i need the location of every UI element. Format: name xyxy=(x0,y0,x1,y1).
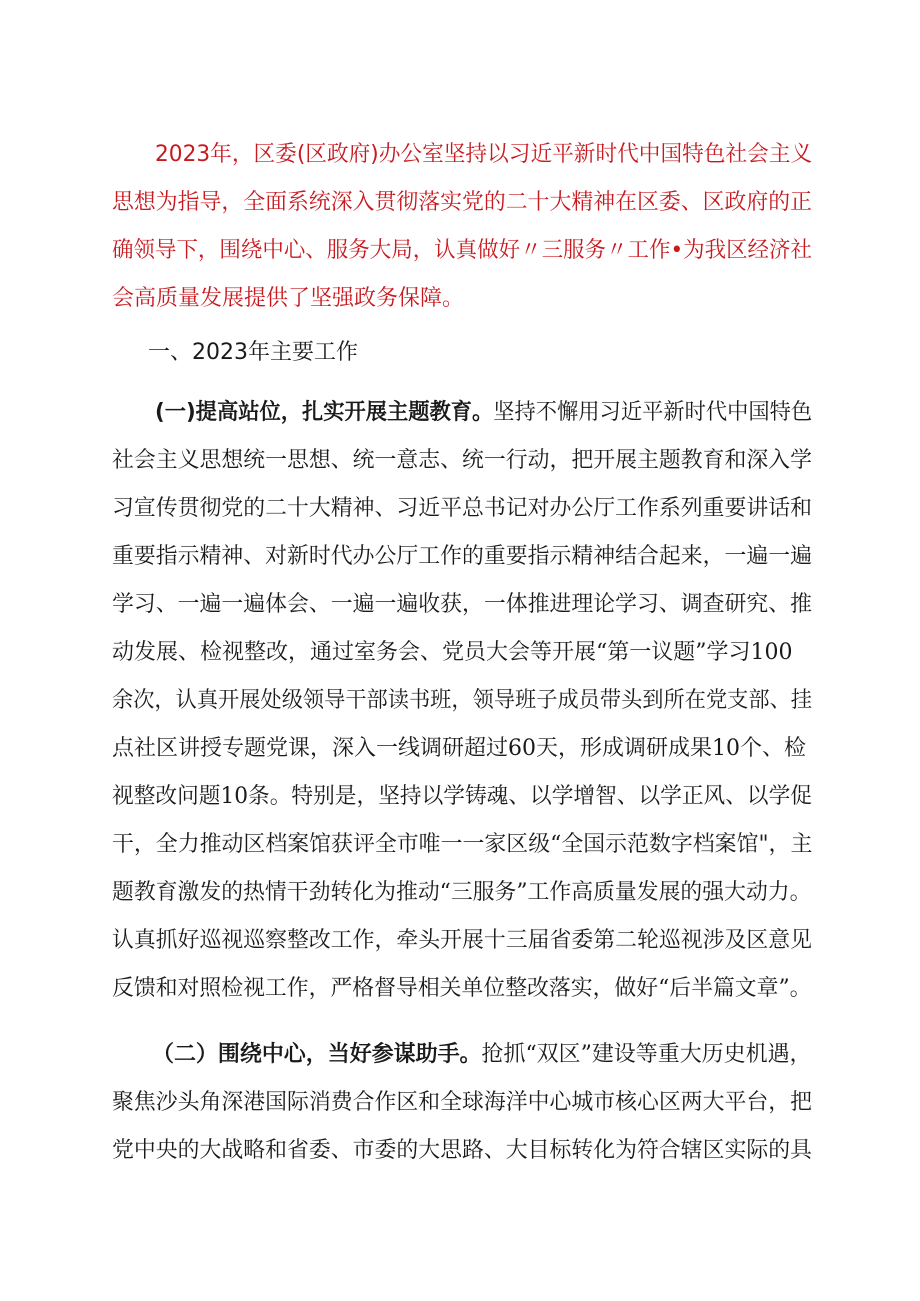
intro-line-4: 会高质量发展提供了坚强政务保障。 xyxy=(112,286,465,311)
section-heading: 一、2023年主要工作 xyxy=(148,340,358,365)
para1-line: 习宣传贯彻党的二十大精神、习近平总书记对办公厅工作系列重要讲话和 xyxy=(112,496,813,521)
intro-line-1: 2023年，区委(区政府)办公室坚持以习近平新时代中国特色社会主义 xyxy=(155,142,813,167)
para2-first-rest: 抢抓“双区”建设等重大历史机遇， xyxy=(481,1042,812,1067)
para1-line: 干，全力推动区档案馆获评全市唯一一家区级“全国示范数字档案馆"，主 xyxy=(112,832,813,857)
para2-line: 党中央的大战略和省委、市委的大思路、大目标转化为符合辖区实际的具 xyxy=(112,1138,813,1163)
para1-line: 题教育激发的热情干劲转化为推动“三服务”工作高质量发展的强大动力。 xyxy=(112,880,812,905)
para1-line: 重要指示精神、对新时代办公厅工作的重要指示精神结合起来，一遍一遍 xyxy=(112,544,813,569)
para2-bold-lead: （二）围绕中心，当好参谋助手。 xyxy=(152,1042,482,1067)
intro-line-3: 确领导下，围绕中心、服务大局，认真做好〃三服务〃工作•为我区经济社 xyxy=(112,238,812,263)
para1-line: 学习、一遍一遍体会、一遍一遍收获，一体推进理论学习、调查研究、推 xyxy=(112,592,813,617)
para1-line: 认真抓好巡视巡察整改工作，牵头开展十三届省委第二轮巡视涉及区意见 xyxy=(112,928,813,953)
para1-bold-lead: (一)提高站位，扎实开展主题教育。 xyxy=(155,400,494,425)
para1-line: 动发展、检视整改，通过室务会、党员大会等开展“第一议题”学习100 xyxy=(112,640,793,665)
intro-line-2: 思想为指导，全面系统深入贯彻落实党的二十大精神在区委、区政府的正 xyxy=(112,190,813,215)
para1-line: 视整改问题10条。特别是，坚持以学铸魂、以学增智、以学正风、以学促 xyxy=(112,784,812,809)
para1-first-rest: 坚持不懈用习近平新时代中国特色 xyxy=(493,400,813,425)
para1-line: 社会主义思想统一思想、统一意志、统一行动，把开展主题教育和深入学 xyxy=(112,448,813,473)
para1-line: 余次，认真开展处级领导干部读书班，领导班子成员带头到所在党支部、挂 xyxy=(112,688,813,713)
para1-first-line xyxy=(155,398,812,428)
para1-line: 反馈和对照检视工作，严格督导相关单位整改落实，做好“后半篇文章”。 xyxy=(112,976,812,1001)
para1-line: 点社区讲授专题党课，深入一线调研超过60天，形成调研成果10个、检 xyxy=(112,736,806,761)
para2-line: 聚焦沙头角深港国际消费合作区和全球海洋中心城市核心区两大平台，把 xyxy=(112,1090,813,1115)
para2-first-line xyxy=(152,1040,812,1070)
